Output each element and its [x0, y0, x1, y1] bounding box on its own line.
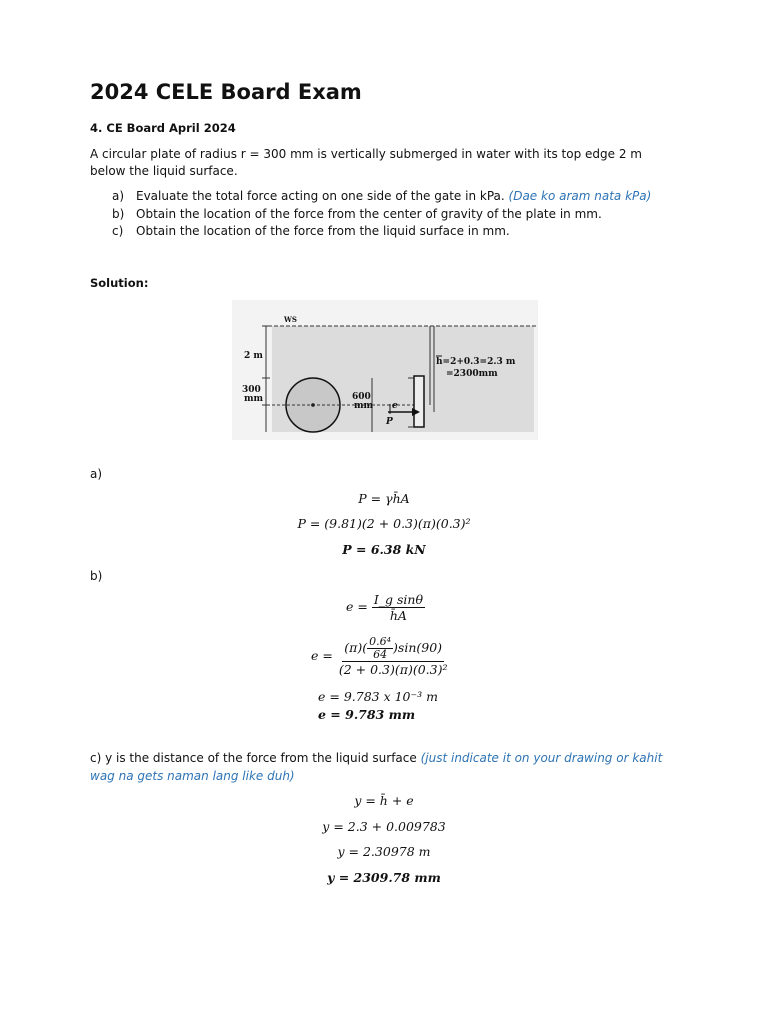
- equation-c2: y = 2.3 + 0.009783: [322, 819, 446, 834]
- equation-c1: y = h̄ + e: [354, 793, 414, 808]
- diameter-label: 600: [352, 392, 371, 402]
- part-a-label: a): [90, 467, 103, 481]
- fraction-numerator: (π)( $\frac{\text{0.6⁴}}{64}$ )sin(90): [344, 635, 443, 661]
- radius-label: 300: [242, 385, 261, 395]
- inner-numerator: 0.6⁴: [369, 635, 392, 648]
- inner-denominator: 64: [373, 648, 388, 661]
- equation-b1: [346, 592, 425, 623]
- fraction: [372, 592, 425, 623]
- question-item-c: [112, 223, 651, 241]
- hbar-mm-label: =2300mm: [446, 369, 498, 379]
- question-label: a): [112, 189, 125, 203]
- equation-lhs: e =: [311, 648, 333, 663]
- part-c-note: (just indicate it on your drawing or kahit wag na gets naman lang like duh): [90, 751, 663, 783]
- equation-c3: y = 2.30978 m: [337, 844, 431, 859]
- question-text: Obtain the location of the force from the center of gravity of the plate in mm.: [136, 206, 602, 221]
- equation-b4: e = 9.783 mm: [318, 707, 416, 722]
- equation-a3: P = 6.38 kN: [342, 542, 426, 557]
- equation-b3: e = 9.783 x 10⁻³ m: [318, 689, 438, 704]
- equation-a2: P = (9.81)(2 + 0.3)(π)(0.3)²: [297, 516, 471, 531]
- part-c-text: c) y is the distance of the force from the liquid surface: [90, 751, 417, 765]
- question-label: b): [112, 206, 125, 221]
- hbar-label: h=2+0.3=2.3 m: [436, 357, 516, 367]
- water-surface-label: WS: [284, 315, 297, 324]
- question-text: Obtain the location of the force from the liquid surface in mm.: [136, 224, 510, 238]
- plate-side-view: [414, 376, 424, 427]
- question-item-a: [112, 188, 651, 206]
- depth-2m-label: 2 m: [244, 351, 263, 361]
- question-note: (Dae ko aram nata kPa): [508, 189, 652, 203]
- equation-c4: y = 2309.78 mm: [327, 870, 441, 885]
- force-label: P: [386, 417, 393, 427]
- submerged-plate-diagram: [232, 300, 538, 440]
- question-label: c): [112, 224, 124, 238]
- equation-lhs: e =: [346, 599, 368, 614]
- fraction-denominator: h̄A: [389, 608, 407, 623]
- eccentricity-label: e: [392, 401, 398, 411]
- question-list: [112, 188, 651, 241]
- problem-statement: A circular plate of radius r = 300 mm is vertically submerged in water with its top edge 2 m below the liquid surface.: [90, 147, 642, 178]
- equation-a1: P = γh̄A: [358, 491, 410, 506]
- part-c-statement: [90, 749, 690, 785]
- question-item-b: [112, 206, 651, 224]
- question-text: Evaluate the total force acting on one side of the gate in kPa. (Dae ko aram nata kPa): [136, 189, 652, 203]
- fraction-numerator: I_g sinθ: [373, 592, 423, 607]
- equation-b2: [311, 636, 449, 677]
- solution-heading: Solution:: [90, 276, 149, 290]
- problem-heading: 4. CE Board April 2024: [90, 121, 236, 135]
- diameter-unit-label: mm: [354, 401, 374, 411]
- fraction: [337, 636, 450, 677]
- fraction-denominator: (2 + 0.3)(π)(0.3)²: [338, 662, 448, 677]
- radius-unit-label: mm: [244, 394, 264, 404]
- page-title: 2024 CELE Board Exam: [90, 80, 362, 104]
- part-b-label: b): [90, 569, 103, 583]
